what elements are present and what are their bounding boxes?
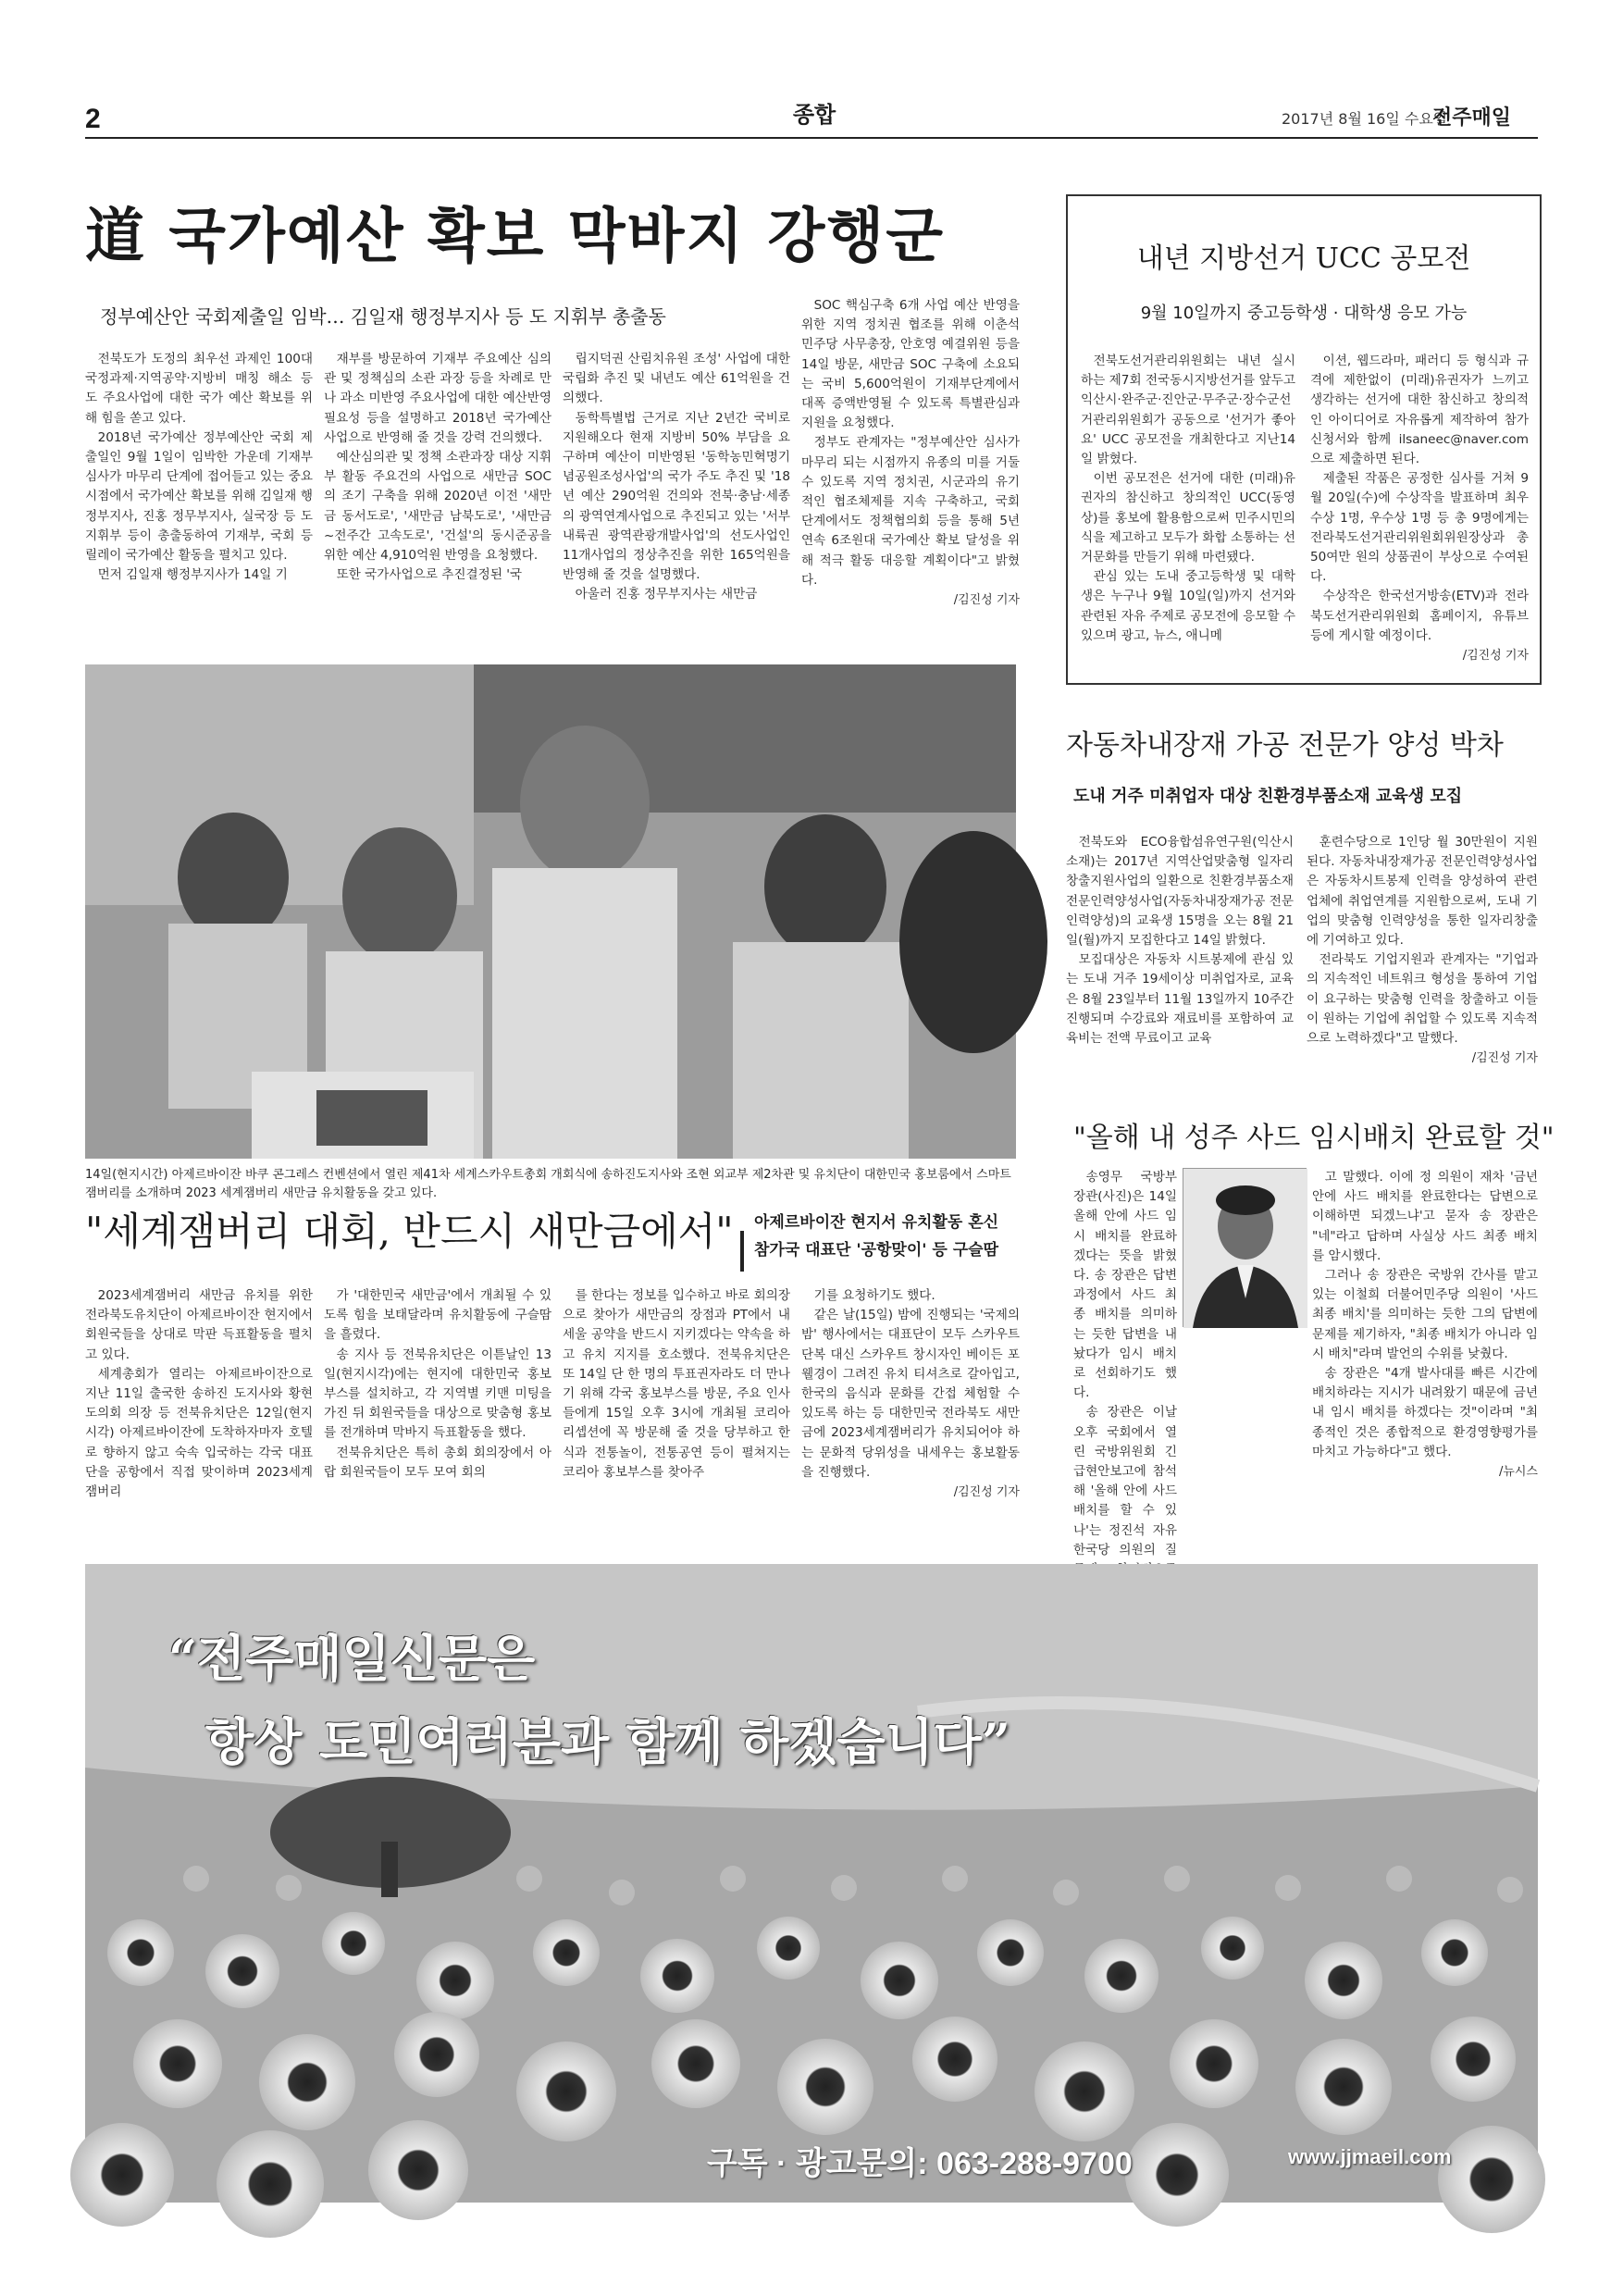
jamboree-col-4 [801, 1286, 1020, 1555]
paragraph: 제출된 작품은 공정한 심사를 거쳐 9월 20일(수)에 수상작을 발표하며 최우수상 1명, 우수상 1명 등 총 9명에게는 전라북도선거관리위원회위원장상과 총 50여만 원의 상품권이 부상으로 수여된다. [1310, 471, 1529, 585]
budget-col-1 [85, 350, 313, 646]
section-label: 종합 [792, 102, 836, 128]
paragraph: 이번 공모전은 선거에 대한 (미래)유권자의 참신하고 창의적인 UCC(동영상)를 홍보에 활용함으로써 민주시민의식을 제고하고 모두가 화합 소통하는 선거문화를 만들기 위해 마련됐다. [1081, 471, 1295, 565]
paragraph: 또한 국가사업으로 추진결정된 '국 [336, 567, 523, 583]
paragraph: 그러나 송 장관은 국방위 간사를 맡고 있는 이철희 더불어민주당 의원이 '사드 최종 배치'를 의미하는 듯한 그의 답변에 문제를 제기하자, "최종 배치가 아니라 임시 배치"라며 발언의 수위를 낮췄다. [1312, 1268, 1538, 1361]
paragraph: 2018년 국가예산 정부예산안 국회 제출일인 9월 1일이 임박한 가운데 기재부 심사가 마무리 단계에 접어들고 있는 중요시점에서 국가예산 확보를 위해 김일재 행정부지사, 진홍 정무부지사, 실국장 등 도 지휘부 등이 총출동하여 기재부, 국회 등 릴레이 국가예산 활동을 펼치고 있다. [85, 429, 313, 564]
issue-date: 2017년 8월 16일 수요일 [1282, 110, 1448, 128]
paragraph: 세계총회가 열리는 아제르바이잔으로 지난 11일 출국한 송하진 도지사와 황현 도의회 의장 등 전북유치단은 12일(현지시각) 아제르바이잔에 도착하자마자 호텔로 향하지 않고 숙속 입국하는 각국 대표단을 공항에서 직접 맞이하며 2023세계잼버리 [85, 1366, 313, 1500]
budget-col-4 [801, 296, 1020, 648]
kicker-line-2: 참가국 대표단 '공항맞이' 등 구슬땀 [754, 1241, 998, 1260]
house-advertisement [85, 1564, 1538, 2203]
photo-caption: 14일(현지시간) 아제르바이잔 바쿠 콘그레스 컨벤션에서 열린 제41차 세계스카우트총회 개회식에 송하진도지사와 조현 외교부 제2차관 및 유치단이 대한민국 홍보룸에서 스마트잼버리를 소개하며 2023 세계잼버리 새만금 유치활동을 갖고 있다. [85, 1168, 1011, 1200]
paragraph: 모집대상은 자동차 시트봉제에 관심 있는 도내 거주 19세이상 미취업자로, 교육은 8월 23일부터 11월 13일까지 10주간 진행되며 수강료와 재료비를 포함하여 교육비는 전액 무료이고 교육 [1066, 952, 1294, 1047]
jamboree-col-2 [324, 1286, 551, 1555]
paragraph: /김진성 기자 [953, 593, 1020, 608]
header-rule [85, 137, 1538, 139]
newspaper-name: 전주매일 [1432, 106, 1512, 130]
paragraph: 를 한다는 정보를 입수하고 바로 회의장으로 찾아가 새만금의 장점과 PT에서 내세울 공약을 반드시 지키겠다는 약속을 하고 유치 지지를 호소했다. 전북유치단은 또 14일 단 한 명의 투표권자라도 더 만나기 위해 각국 홍보부스를 방문, 주요 인사들에게 15일 오후 3시에 개최될 코리아 리셉션에 꼭 방문해 줄 것을 당부하고 한식과 전통놀이, 전통공연 등이 펼쳐지는 코리아 홍보부스를 찾아주 [563, 1288, 790, 1480]
subhead-car: 도내 거주 미취업자 대상 친환경부품소재 교육생 모집 [1073, 787, 1463, 806]
car-col-2 [1307, 833, 1538, 1083]
headline-budget: 道 국가예산 확보 막바지 강행군 [85, 202, 946, 271]
paragraph: 훈련수당으로 1인당 월 30만원이 지원된다. 자동차내장재가공 전문인력양성사업은 자동차시트봉제 인력을 양성하여 관련 업체에 취업연계를 지원함으로써, 도내 기업의 맞춤형 인력양성을 통한 일자리창출에 기여하고 있다. [1307, 835, 1538, 949]
ad-slogan-line-1: “전주매일신문은 [168, 1629, 536, 1688]
paragraph: /뉴시스 [1498, 1465, 1538, 1480]
headline-jamboree: "세계잼버리 대회, 반드시 새만금에서" [85, 1209, 734, 1254]
subhead-budget: 정부예산안 국회제출일 임박… 김일재 행정부지사 등 도 지휘부 총출동 [100, 305, 666, 328]
paragraph: 전북도가 도정의 최우선 과제인 100대국정과제·지역공약·지방비 매칭 해소 등 도 주요사업에 대한 국가 예산 확보를 위해 힘을 쏟고 있다. [85, 352, 313, 426]
kicker-jamboree [754, 1209, 998, 1264]
headline-ucc: 내년 지방선거 UCC 공모전 [1136, 242, 1471, 275]
headline-car: 자동차내장재 가공 전문가 양성 박차 [1066, 729, 1504, 762]
paragraph: 정부도 관계자는 "정부예산안 심사가 마무리 되는 시점까지 유종의 미를 거둘 수 있도록 지역 정치권, 시군과의 유기적인 협조체제를 지속 구축하고, 국회 단계에서도 정책협의회 등을 통해 5년 연속 6조원대 국가예산 확보 달성을 위해 적극 활동 대응할 계획이다"고 밝혔다. [801, 435, 1020, 588]
paragraph: 고 말했다. 이에 정 의원이 재차 '금년 안에 사드 배치를 완료한다는 답변으로 이해하면 되겠느냐'고 묻자 송 장관은 "네"라고 답하며 사실상 사드 최종 배치를 암시했다. [1312, 1170, 1538, 1263]
paragraph: 아울러 진홍 정무부지사는 새만금 [575, 587, 758, 602]
scout-photo-illustration [85, 664, 1016, 1159]
subhead-ucc: 9월 10일까지 중고등학생 · 대학생 응모 가능 [1140, 304, 1468, 323]
page-number: 2 [85, 104, 101, 134]
paragraph: 기를 요청하기도 했다. [813, 1288, 935, 1303]
paragraph: 2023세계잼버리 새만금 유치를 위한 전라북도유치단이 아제르바이잔 현지에서 회원국들을 상대로 막판 득표활동을 펼치고 있다. [85, 1288, 313, 1362]
thaad-col-1 [1073, 1168, 1177, 1557]
paragraph: /김진성 기자 [953, 1485, 1020, 1500]
ad-website[interactable]: www.jjmaeil.com [1288, 2145, 1452, 2168]
kicker-bar [740, 1231, 744, 1272]
paragraph: 전라북도 기업지원과 관계자는 "기업과의 지속적인 네트워크 형성을 통하여 기업이 요구하는 맞춤형 인력을 창출하고 이들이 원하는 기업에 취업할 수 있도록 지속적으로 노력하겠다"고 말했다. [1307, 952, 1538, 1047]
ucc-col-1 [1081, 352, 1295, 674]
kicker-line-1: 아제르바이잔 현지서 유치활동 혼신 [754, 1213, 999, 1232]
paragraph: 립지덕권 산림치유원 조성' 사업에 대한 국립화 추진 및 내년도 예산 61억원을 건의했다. [563, 352, 790, 406]
paragraph: 예산심의관 및 정책 소관과장 대상 지휘부 활동 주요건의 사업으로 새만금 SOC의 조기 구축을 위해 2020년 이전 '새만금 동서도로', '새만금 남북도로', '새만금~전주간 고속도로', '건설'의 동시준공을 위한 예산 4,910억원 반영을 요청했다. [324, 450, 551, 564]
scout-photo [85, 664, 1016, 1159]
ucc-col-2 [1310, 352, 1529, 674]
ad-contact: 구독 · 광고문의: 063-288-9700 [707, 2146, 1133, 2181]
jamboree-col-1 [85, 1286, 313, 1555]
thaad-col-2 [1312, 1168, 1538, 1557]
minister-portrait [1183, 1168, 1307, 1327]
paragraph: 송 장관은 이날 오후 국회에서 열린 국방위원회 긴급현안보고에 참석해 '올해 안에 사드 배치를 할 수 있나'는 정진석 자유한국당 의원의 질 [1073, 1405, 1177, 1558]
paragraph: SOC 핵심구축 6개 사업 예산 반영을 위한 지역 정치권 협조를 위해 이춘석 민주당 사무총장, 안호영 예결위원 등을 14일 방문, 새만금 SOC 구축에 소요되는 국비 5,600억원이 기재부단계에서 대폭 증액반영될 수 있도록 특별관심과 지원을 요청했다. [801, 298, 1020, 431]
paragraph: 재부를 방문하여 기재부 주요예산 심의관 및 정책심의 소관 과장 등을 차례로 만나 과소 미반영 주요사업에 대한 예산반영 필요성 등을 설명하고 2018년 국가예산사업으로 반영해 줄 것을 강력 건의했다. [324, 352, 551, 445]
paragraph: 송 장관은 "4개 발사대를 빠른 시간에 배치하라는 지시가 내려왔기 때문에 금년 내 임시 배치를 하겠다는 것"이라며 "최종적인 것은 종합적으로 환경영향평가를 마치고 가능하다"고 했다. [1312, 1366, 1538, 1459]
paragraph: 가 '대한민국 새만금'에서 개최될 수 있도록 힘을 보태달라며 유치활동에 구슬땀을 흘렸다. [324, 1288, 551, 1343]
ad-slogan-line-2: 항상 도민여러분과 함께 하겠습니다” [205, 1712, 1010, 1771]
paragraph: 전북도와 ECO융합섬유연구원(익산시 소재)는 2017년 지역산업맞춤형 일자리창출지원사업의 일환으로 친환경부품소재 전문인력양성사업(자동차내장재가공 전문인력양성)의 교육생 15명을 오는 8월 21일(월)까지 모집한다고 14일 밝혔다. [1066, 835, 1294, 949]
paragraph: 송 지사 등 전북유치단은 이튿날인 13일(현지시각)에는 현지에 대한민국 홍보부스를 설치하고, 각 지역별 키맨 미팅을 가진 뒤 회원국들을 대상으로 맞춤형 홍보를 전개하며 막바지 득표활동을 했다. [324, 1347, 551, 1441]
headline-thaad: "올해 내 성주 사드 임시배치 완료할 것" [1073, 1122, 1555, 1154]
paragraph: 전북도선거관리위원회는 내년 실시하는 제7회 전국동시지방선거를 앞두고 익산시·완주군·진안군·무주군·장수군선거관리위원회가 공동으로 '선거가 좋아요' UCC 공모전을 개최한다고 지난14일 밝혔다. [1081, 354, 1295, 467]
car-col-1 [1066, 833, 1294, 1083]
paragraph: 동학특별법 근거로 지난 2년간 국비로 지원해오다 현재 지방비 50% 부담을 요구하며 예산이 미반영된 '동학농민혁명기념공원조성사업'의 국가 주도 추진 및 '18년 예산 290억원 건의와 전북·충남·세종의 광역연계사업으로 추진되고 있는 '서부내륙권 광역관광개발사업'의 선도사업인 11개사업의 정상추진을 위한 165억원을 반영해 줄 것을 설명했다. [563, 410, 790, 583]
budget-col-2 [324, 350, 551, 646]
portrait-illustration [1183, 1169, 1307, 1328]
paragraph: /김진성 기자 [1462, 649, 1529, 664]
paragraph: 이션, 웹드라마, 패러디 등 형식과 규격에 제한없이 (미래)유권자가 느끼고 생각하는 선거에 대한 참신하고 창의적인 아이디어로 자유롭게 제작하여 참가신청서와 함께 ilsaneec@naver.com으로 제출하면 된다. [1310, 354, 1529, 467]
jamboree-col-3 [563, 1286, 790, 1555]
paragraph: 관심 있는 도내 중고등학생 및 대학생은 누구나 9월 10일(일)까지 선거와 관련된 자유 주제로 공모전에 응모할 수 있으며 광고, 뉴스, 애니메 [1081, 569, 1295, 643]
paragraph: 먼저 김일재 행정부지사가 14일 기 [97, 567, 288, 583]
paragraph: 전북유치단은 특히 총회 회의장에서 아랍 회원국들이 모두 모여 회의 [324, 1445, 551, 1480]
paragraph: 같은 날(15일) 밤에 진행되는 '국제의 밤' 행사에서는 대표단이 모두 스카우트 단복 대신 스카우트 창시자인 베이든 포웰경이 그려진 유치 티셔츠로 갈아입고, 한국의 음식과 문화를 간접 체험할 수 있도록 하는 등 대한민국 전라북도 새만금에 2023세계잼버리가 유치되어야 하는 문화적 당위성을 내세우는 홍보활동을 진행했다. [801, 1308, 1020, 1480]
budget-col-3 [563, 350, 790, 646]
paragraph: /김진성 기자 [1471, 1051, 1538, 1066]
paragraph: 수상작은 한국선거방송(ETV)과 전라북도선거관리위원회 홈페이지, 유튜브 등에 게시할 예정이다. [1310, 589, 1529, 643]
paragraph: 송영무 국방부 장관(사진)은 14일 올해 안에 사드 임시 배치를 완료하겠다는 뜻을 밝혔다. 송 장관은 답변 과정에서 사드 최종 배치를 의미하는 듯한 답변을 내놨다가 임시 배치로 선회하기도 했다. [1073, 1170, 1177, 1401]
